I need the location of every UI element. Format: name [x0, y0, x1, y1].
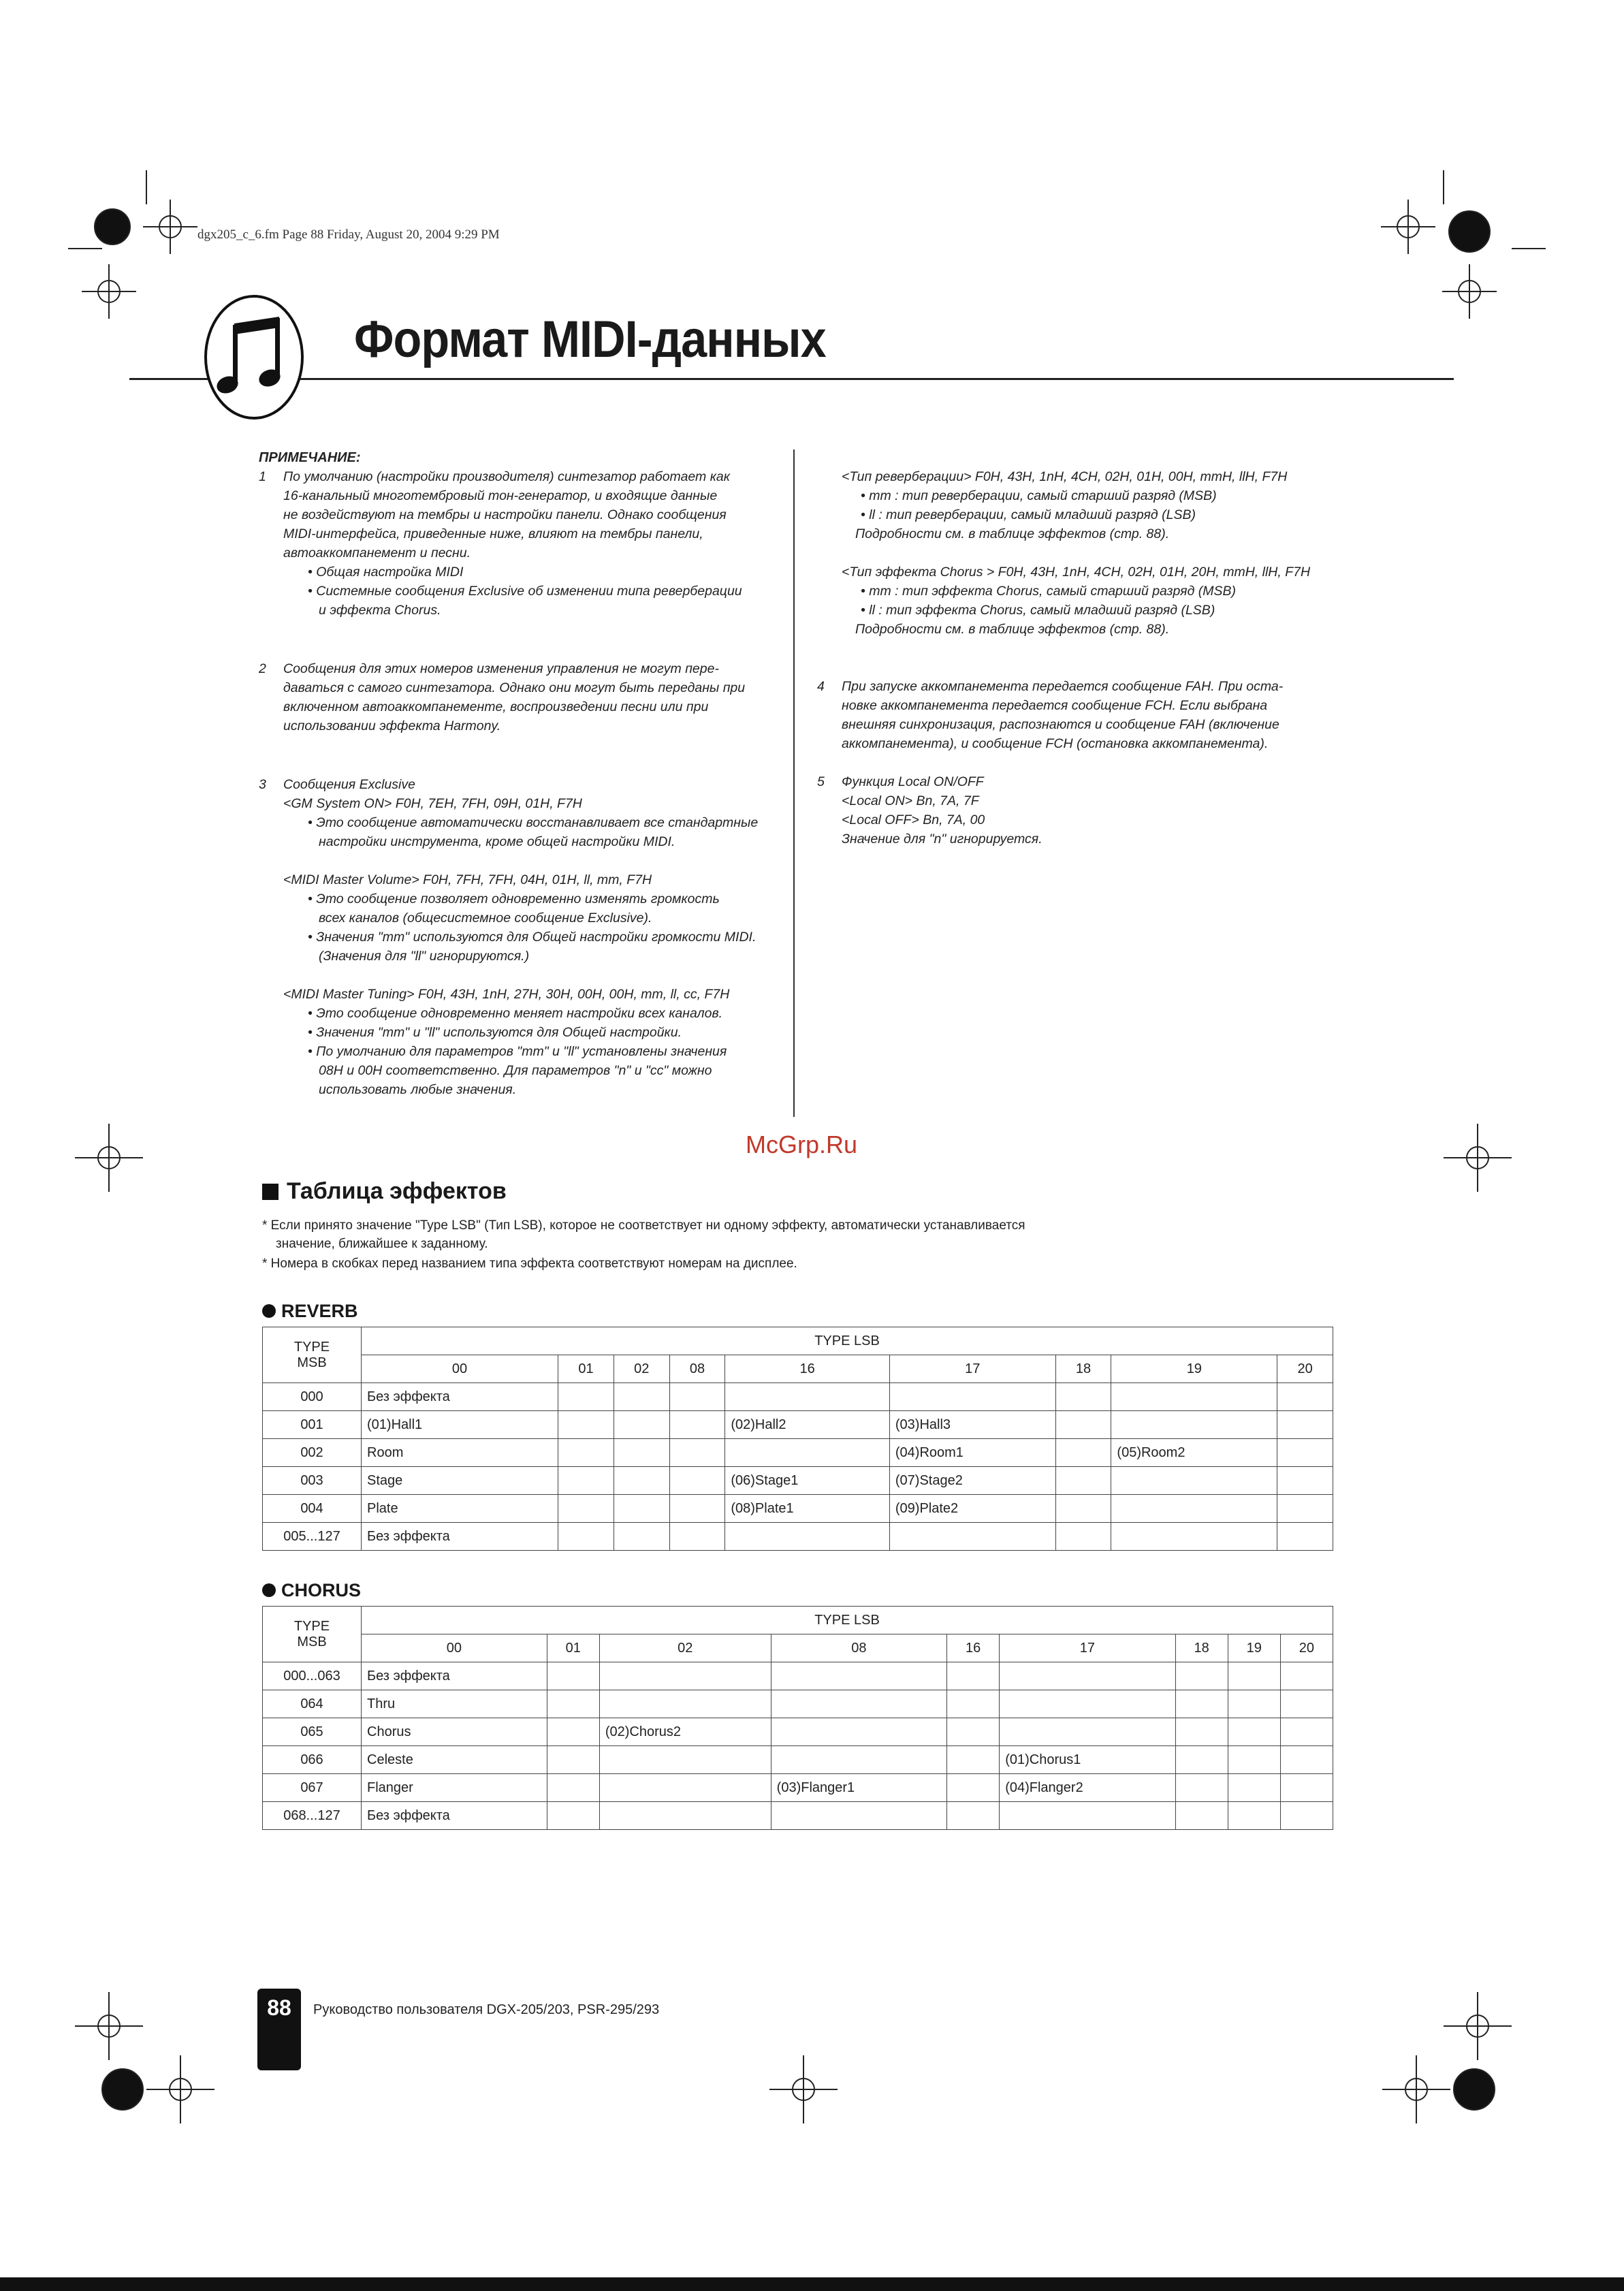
- column-header: 02: [614, 1355, 669, 1383]
- effects-note-1: * Если принято значение "Type LSB" (Тип LSB), которое не соответствует ни одному эффекту, автоматически устанавливается: [262, 1218, 1025, 1233]
- column-header: 20: [1280, 1634, 1333, 1662]
- effect-cell: [599, 1690, 771, 1718]
- column-header: 16: [947, 1634, 1000, 1662]
- effect-cell: [1055, 1523, 1111, 1551]
- effect-cell: [1000, 1662, 1175, 1690]
- effect-cell: (02)Chorus2: [599, 1718, 771, 1746]
- text-line: внешняя синхронизация, распознаются и сообщение FAH (включение: [842, 717, 1279, 732]
- midi-master-tuning: <MIDI Master Tuning> F0H, 43H, 1nH, 27H, 30H, 00H, 00H, mm, ll, cc, F7H: [283, 987, 730, 1002]
- text-line: <Local OFF> Bn, 7A, 00: [842, 812, 985, 827]
- effect-cell: [889, 1383, 1055, 1411]
- text-line: даваться с самого синтезатора. Однако они могут быть переданы при: [283, 680, 746, 695]
- effect-cell: [947, 1718, 1000, 1746]
- bullet-line: • Это сообщение автоматически восстанавливает все стандартные: [308, 815, 759, 830]
- msb-cell: 068...127: [263, 1802, 362, 1830]
- effect-cell: [1055, 1495, 1111, 1523]
- effect-cell: [1277, 1523, 1333, 1551]
- msb-cell: 067: [263, 1774, 362, 1802]
- effect-cell: [1280, 1802, 1333, 1830]
- effect-cell: [1277, 1439, 1333, 1467]
- text-line: <Local ON> Bn, 7A, 7F: [842, 793, 979, 808]
- effect-cell: [558, 1467, 614, 1495]
- note-item-3: [259, 775, 783, 1099]
- bullet-continuation: 08H и 00H соответственно. Для параметров "n" и "cc" можно: [319, 1063, 712, 1078]
- item-number: 1: [259, 469, 266, 484]
- square-bullet-icon: [262, 1184, 278, 1200]
- effect-cell: [547, 1774, 599, 1802]
- msb-cell: 065: [263, 1718, 362, 1746]
- text-line: 16-канальный многотембровый тон-генератор, и входящие данные: [283, 488, 718, 503]
- effect-cell: [547, 1662, 599, 1690]
- effect-cell: [1111, 1467, 1277, 1495]
- bullet-line: • По умолчанию для параметров "mm" и "ll" установлены значения: [308, 1044, 727, 1059]
- column-header: 18: [1175, 1634, 1228, 1662]
- effect-cell: (07)Stage2: [889, 1467, 1055, 1495]
- effects-title-text: Таблица эффектов: [287, 1178, 507, 1204]
- effect-cell: [771, 1690, 946, 1718]
- msb-header: TYPE MSB: [263, 1607, 362, 1662]
- bullet-continuation: использовать любые значения.: [319, 1082, 517, 1097]
- header-rule: [129, 378, 1454, 380]
- effect-cell: [1000, 1802, 1175, 1830]
- column-header: 18: [1055, 1355, 1111, 1383]
- effect-cell: [947, 1774, 1000, 1802]
- effect-cell: Celeste: [362, 1746, 547, 1774]
- text-line: При запуске аккомпанемента передается сообщение FAH. При оста-: [842, 679, 1284, 694]
- effect-cell: [599, 1774, 771, 1802]
- text-line: Сообщения Exclusive: [283, 777, 415, 792]
- effect-cell: [771, 1718, 946, 1746]
- effect-cell: [1280, 1746, 1333, 1774]
- table-row: [263, 1523, 1333, 1551]
- effect-cell: [1280, 1690, 1333, 1718]
- text-line: Сообщения для этих номеров изменения управления не могут пере-: [283, 661, 719, 676]
- effect-cell: [669, 1495, 725, 1523]
- reverb-title-text: REVERB: [281, 1301, 358, 1321]
- effect-cell: [599, 1746, 771, 1774]
- effect-cell: [1111, 1523, 1277, 1551]
- msb-cell: 002: [263, 1439, 362, 1467]
- bullet-line: • Это сообщение одновременно меняет настройки всех каналов.: [308, 1006, 723, 1021]
- column-header: 17: [1000, 1634, 1175, 1662]
- effect-cell: [599, 1802, 771, 1830]
- effect-cell: Без эффекта: [362, 1662, 547, 1690]
- effect-cell: [1055, 1439, 1111, 1467]
- column-header: 02: [599, 1634, 771, 1662]
- item-number: 4: [817, 679, 825, 694]
- watermark-link[interactable]: McGrp.Ru: [746, 1131, 858, 1158]
- effect-cell: [1277, 1411, 1333, 1439]
- note-heading: ПРИМЕЧАНИЕ:: [259, 450, 361, 465]
- text-line: Значение для "n" игнорируется.: [842, 832, 1042, 847]
- column-header: 19: [1228, 1634, 1280, 1662]
- effect-cell: [771, 1802, 946, 1830]
- bullet-line: • mm : тип эффекта Chorus, самый старший разряд (MSB): [861, 584, 1237, 599]
- effect-cell: [1111, 1383, 1277, 1411]
- text-line: автоаккомпанемент и песни.: [283, 546, 471, 560]
- msb-cell: 004: [263, 1495, 362, 1523]
- item-number: 2: [259, 661, 266, 676]
- effect-cell: [669, 1383, 725, 1411]
- msb-header: TYPE MSB: [263, 1327, 362, 1383]
- note-item-4: [817, 677, 1403, 753]
- gm-system-on: <GM System ON> F0H, 7EH, 7FH, 09H, 01H, F7H: [283, 796, 582, 811]
- effect-cell: [614, 1383, 669, 1411]
- effect-cell: [725, 1383, 890, 1411]
- effect-cell: [1000, 1690, 1175, 1718]
- column-header: 01: [547, 1634, 599, 1662]
- effects-section-title: [262, 1178, 507, 1205]
- reference-line: Подробности см. в таблице эффектов (стр. 88).: [855, 622, 1170, 637]
- column-header: 17: [889, 1355, 1055, 1383]
- effect-cell: Без эффекта: [362, 1523, 558, 1551]
- effect-cell: [558, 1439, 614, 1467]
- text-line: MIDI-интерфейса, приведенные ниже, влияют на тембры панели,: [283, 526, 703, 541]
- bullet-line: • ll : тип эффекта Chorus, самый младший разряд (LSB): [861, 603, 1215, 618]
- chorus-type-message: <Тип эффекта Chorus > F0H, 43H, 1nH, 4CH, 02H, 01H, 20H, mmH, llH, F7H: [842, 565, 1311, 580]
- effect-cell: [1277, 1495, 1333, 1523]
- effect-cell: (01)Chorus1: [1000, 1746, 1175, 1774]
- msb-cell: 000...063: [263, 1662, 362, 1690]
- msb-cell: 005...127: [263, 1523, 362, 1551]
- chorus-table: [262, 1606, 1333, 1830]
- effect-cell: (02)Hall2: [725, 1411, 890, 1439]
- msb-cell: 064: [263, 1690, 362, 1718]
- effect-cell: [614, 1439, 669, 1467]
- effect-cell: (09)Plate2: [889, 1495, 1055, 1523]
- effect-cell: [889, 1523, 1055, 1551]
- note-item-1: [259, 467, 783, 620]
- effect-cell: (01)Hall1: [362, 1411, 558, 1439]
- effect-cell: (03)Flanger1: [771, 1774, 946, 1802]
- text-line: По умолчанию (настройки производителя) синтезатор работает как: [283, 469, 730, 484]
- effect-cell: [947, 1662, 1000, 1690]
- effect-cell: [669, 1523, 725, 1551]
- effect-cell: [669, 1467, 725, 1495]
- effect-cell: Stage: [362, 1467, 558, 1495]
- bullet-continuation: и эффекта Chorus.: [319, 603, 441, 618]
- effect-cell: [1277, 1383, 1333, 1411]
- effect-cell: (04)Room1: [889, 1439, 1055, 1467]
- lsb-header: TYPE LSB: [362, 1607, 1333, 1634]
- item-number: 3: [259, 777, 266, 792]
- text-line: не воздействуют на тембры и настройки панели. Однако сообщения: [283, 507, 727, 522]
- column-header-row: [263, 1634, 1333, 1662]
- column-header: 20: [1277, 1355, 1333, 1383]
- column-header: 00: [362, 1355, 558, 1383]
- effect-cell: [558, 1495, 614, 1523]
- effect-cell: Без эффекта: [362, 1802, 547, 1830]
- effect-cell: [771, 1746, 946, 1774]
- bullet-line: • Общая настройка MIDI: [308, 565, 464, 580]
- effect-cell: [947, 1690, 1000, 1718]
- table-row: [263, 1439, 1333, 1467]
- effect-cell: [1228, 1774, 1280, 1802]
- bullet-continuation: всех каналов (общесистемное сообщение Exclusive).: [319, 911, 652, 926]
- msb-cell: 003: [263, 1467, 362, 1495]
- table-row: [263, 1411, 1333, 1439]
- text-line: Функция Local ON/OFF: [842, 774, 984, 789]
- effect-cell: [547, 1718, 599, 1746]
- column-header-row: [263, 1355, 1333, 1383]
- music-note-icon: [207, 298, 296, 410]
- text-line: аккомпанемента), и сообщение FCH (остановка аккомпанемента).: [842, 736, 1269, 751]
- effect-cell: [1280, 1662, 1333, 1690]
- table-row: [263, 1690, 1333, 1718]
- effect-cell: [947, 1746, 1000, 1774]
- effect-cell: [558, 1383, 614, 1411]
- bullet-line: • ll : тип реверберации, самый младший разряд (LSB): [861, 507, 1196, 522]
- bullet-line: • mm : тип реверберации, самый старший разряд (MSB): [861, 488, 1217, 503]
- effect-cell: [614, 1495, 669, 1523]
- chorus-table-title: [262, 1580, 361, 1601]
- column-header: 08: [669, 1355, 725, 1383]
- effect-cell: [771, 1662, 946, 1690]
- text-line: новке аккомпанемента передается сообщение FCH. Если выбрана: [842, 698, 1268, 713]
- effect-cell: [1111, 1495, 1277, 1523]
- effect-cell: [1175, 1718, 1228, 1746]
- effect-cell: [1175, 1690, 1228, 1718]
- note-item-2: [259, 659, 783, 736]
- effect-cell: [1055, 1411, 1111, 1439]
- page-title: Формат MIDI-данных: [354, 311, 826, 368]
- effect-cell: [1228, 1718, 1280, 1746]
- item-number: 5: [817, 774, 825, 789]
- effect-cell: [725, 1439, 890, 1467]
- chorus-title-text: CHORUS: [281, 1580, 362, 1600]
- midi-master-volume: <MIDI Master Volume> F0H, 7FH, 7FH, 04H, 01H, ll, mm, F7H: [283, 872, 652, 887]
- effect-cell: (03)Hall3: [889, 1411, 1055, 1439]
- effects-note-1-cont: значение, ближайшее к заданному.: [276, 1237, 488, 1251]
- effect-cell: [669, 1439, 725, 1467]
- reverb-table-title: [262, 1301, 358, 1322]
- column-divider: [793, 449, 795, 1117]
- effect-cell: (08)Plate1: [725, 1495, 890, 1523]
- effect-cell: [547, 1802, 599, 1830]
- table-row: [263, 1467, 1333, 1495]
- effect-cell: (05)Room2: [1111, 1439, 1277, 1467]
- table-row: [263, 1495, 1333, 1523]
- effects-note-2: * Номера в скобках перед названием типа эффекта соответствуют номерам на дисплее.: [262, 1257, 797, 1271]
- bullet-continuation: (Значения для "ll" игнорируются.): [319, 949, 530, 964]
- effect-cell: [1228, 1690, 1280, 1718]
- effect-cell: [1000, 1718, 1175, 1746]
- effect-cell: [558, 1523, 614, 1551]
- effect-cell: [947, 1802, 1000, 1830]
- bullet-line: • Системные сообщения Exclusive об изменении типа реверберации: [308, 584, 742, 599]
- bullet-line: • Значения "mm" и "ll" используются для Общей настройки.: [308, 1025, 682, 1040]
- effect-cell: [1228, 1662, 1280, 1690]
- effect-cell: [669, 1411, 725, 1439]
- effect-cell: [1280, 1718, 1333, 1746]
- lsb-header: TYPE LSB: [362, 1327, 1333, 1355]
- text-line: включенном автоаккомпанементе, воспроизведении песни или при: [283, 699, 709, 714]
- effect-cell: [614, 1523, 669, 1551]
- effect-cell: [1228, 1802, 1280, 1830]
- page-number: 88: [257, 1989, 301, 2070]
- bottom-border: [0, 2277, 1624, 2291]
- left-column: [259, 448, 783, 1099]
- table-row: [263, 1746, 1333, 1774]
- reference-line: Подробности см. в таблице эффектов (стр. 88).: [855, 526, 1170, 541]
- table-row: [263, 1774, 1333, 1802]
- effect-cell: [558, 1411, 614, 1439]
- effect-cell: [547, 1690, 599, 1718]
- bullet-line: • Это сообщение позволяет одновременно изменять громкость: [308, 891, 720, 906]
- table-row: [263, 1718, 1333, 1746]
- bullet-continuation: настройки инструмента, кроме общей настройки MIDI.: [319, 834, 675, 849]
- column-header: 01: [558, 1355, 614, 1383]
- column-header: 00: [362, 1634, 547, 1662]
- msb-cell: 066: [263, 1746, 362, 1774]
- right-column: [817, 467, 1403, 849]
- effect-cell: [1228, 1746, 1280, 1774]
- effect-cell: Chorus: [362, 1718, 547, 1746]
- table-row: [263, 1802, 1333, 1830]
- effect-cell: Без эффекта: [362, 1383, 558, 1411]
- effect-cell: [614, 1467, 669, 1495]
- effect-cell: [1055, 1383, 1111, 1411]
- effect-cell: [547, 1746, 599, 1774]
- reverb-table: [262, 1327, 1333, 1551]
- note-item-5: [817, 772, 1403, 849]
- effect-cell: Flanger: [362, 1774, 547, 1802]
- footer-title: Руководство пользователя DGX-205/203, PSR-295/293: [313, 2002, 660, 2017]
- effect-cell: Plate: [362, 1495, 558, 1523]
- table-row: [263, 1383, 1333, 1411]
- reverb-type-message: <Тип реверберации> F0H, 43H, 1nH, 4CH, 02H, 01H, 00H, mmH, llH, F7H: [842, 469, 1288, 484]
- circle-bullet-icon: [262, 1583, 276, 1597]
- table-row: [263, 1662, 1333, 1690]
- effect-cell: (04)Flanger2: [1000, 1774, 1175, 1802]
- effect-cell: Room: [362, 1439, 558, 1467]
- msb-cell: 000: [263, 1383, 362, 1411]
- effect-cell: [1280, 1774, 1333, 1802]
- text-line: использовании эффекта Harmony.: [283, 718, 501, 733]
- effect-cell: Thru: [362, 1690, 547, 1718]
- circle-bullet-icon: [262, 1304, 276, 1318]
- msb-cell: 001: [263, 1411, 362, 1439]
- bullet-line: • Значения "mm" используются для Общей настройки громкости MIDI.: [308, 930, 757, 945]
- effect-cell: [725, 1523, 890, 1551]
- music-note-badge: [204, 295, 304, 420]
- effect-cell: [614, 1411, 669, 1439]
- effect-cell: [1175, 1774, 1228, 1802]
- effect-cell: [1175, 1802, 1228, 1830]
- column-header: 16: [725, 1355, 890, 1383]
- effect-cell: (06)Stage1: [725, 1467, 890, 1495]
- column-header: 08: [771, 1634, 946, 1662]
- file-info: dgx205_c_6.fm Page 88 Friday, August 20, 2004 9:29 PM: [197, 227, 500, 242]
- effect-cell: [1055, 1467, 1111, 1495]
- column-header: 19: [1111, 1355, 1277, 1383]
- effect-cell: [1277, 1467, 1333, 1495]
- effect-cell: [599, 1662, 771, 1690]
- effect-cell: [1111, 1411, 1277, 1439]
- effect-cell: [1175, 1662, 1228, 1690]
- effect-cell: [1175, 1746, 1228, 1774]
